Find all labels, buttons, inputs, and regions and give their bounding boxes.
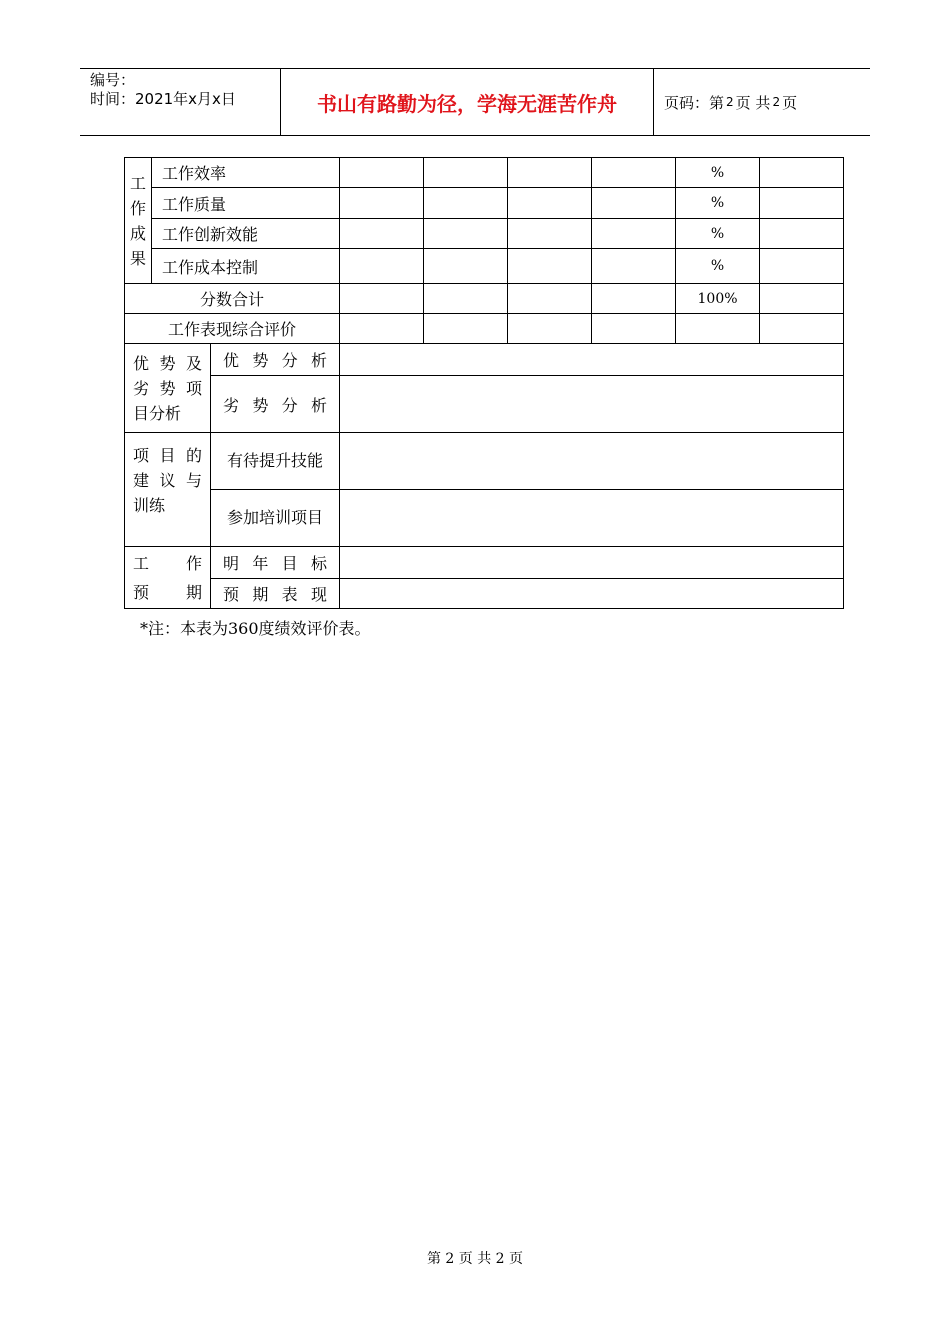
score-cell[interactable] <box>592 158 676 188</box>
weight-cell: % <box>676 158 760 188</box>
score-cell[interactable] <box>508 314 592 344</box>
score-cell[interactable] <box>424 188 508 219</box>
score-cell[interactable] <box>508 284 592 314</box>
time-label: 时间：2021年x月x日 <box>90 90 236 108</box>
score-cell[interactable] <box>760 188 844 219</box>
score-cell[interactable] <box>592 314 676 344</box>
evaluation-table <box>124 157 844 609</box>
score-cell[interactable] <box>340 219 424 249</box>
table-row <box>125 158 844 188</box>
courses-label: 参加培训项目 <box>211 490 340 547</box>
page-header <box>80 68 870 136</box>
score-cell[interactable] <box>508 219 592 249</box>
weight-cell: % <box>676 188 760 219</box>
strength-input[interactable] <box>340 344 844 376</box>
score-cell[interactable] <box>340 284 424 314</box>
row-label: 工作成本控制 <box>152 249 340 284</box>
strength-label: 优势分析 <box>211 344 340 376</box>
table-row <box>125 219 844 249</box>
score-cell[interactable] <box>340 249 424 284</box>
score-cell[interactable] <box>424 219 508 249</box>
table-row <box>125 284 844 314</box>
target-label: 明年目标 <box>211 547 340 579</box>
weight-cell: % <box>676 219 760 249</box>
table-row <box>125 376 844 433</box>
skills-input[interactable] <box>340 433 844 490</box>
skills-label: 有待提升技能 <box>211 433 340 490</box>
page-label-prefix: 页码：第 <box>664 93 725 112</box>
header-motto: 书山有路勤为径，学海无涯苦作舟 <box>281 69 654 135</box>
expectation-group-label: 工作 预期 <box>125 547 211 609</box>
page-total: 2 <box>772 95 781 109</box>
courses-input[interactable] <box>340 490 844 547</box>
score-cell[interactable] <box>508 249 592 284</box>
score-cell[interactable] <box>592 249 676 284</box>
page-label-mid: 页 共 <box>735 93 771 112</box>
overall-label: 工作表现综合评价 <box>125 314 340 344</box>
header-info <box>80 69 281 135</box>
score-cell[interactable] <box>340 314 424 344</box>
score-cell[interactable] <box>592 188 676 219</box>
performance-label: 预期表现 <box>211 579 340 609</box>
score-cell[interactable] <box>340 158 424 188</box>
swot-group-label: 优势及 劣势项 目分析 <box>125 344 211 433</box>
score-cell[interactable] <box>508 158 592 188</box>
header-page-info <box>654 69 870 135</box>
score-cell[interactable] <box>760 284 844 314</box>
weight-cell: % <box>676 249 760 284</box>
page-number: 2 <box>726 95 734 109</box>
table-row <box>125 249 844 284</box>
score-cell[interactable] <box>424 249 508 284</box>
score-cell[interactable] <box>760 219 844 249</box>
score-cell[interactable] <box>760 158 844 188</box>
page-label-suffix: 页 <box>782 93 798 112</box>
page-footer: 第 2 页 共 2 页 <box>426 1251 524 1267</box>
table-row <box>125 579 844 609</box>
work-results-group-label: 工 作 成 果 <box>125 158 152 284</box>
score-cell[interactable] <box>760 314 844 344</box>
table-row <box>125 344 844 376</box>
table-row <box>125 188 844 219</box>
target-input[interactable] <box>340 547 844 579</box>
score-cell[interactable] <box>592 219 676 249</box>
table-row <box>125 433 844 490</box>
table-note: *注：本表为360度绩效评价表。 <box>140 619 371 638</box>
score-cell[interactable] <box>592 284 676 314</box>
row-label: 工作创新效能 <box>152 219 340 249</box>
weakness-label: 劣势分析 <box>211 376 340 433</box>
score-cell[interactable] <box>508 188 592 219</box>
score-cell[interactable] <box>760 249 844 284</box>
score-cell[interactable] <box>424 314 508 344</box>
total-weight-cell: 100% <box>676 284 760 314</box>
serial-label: 编号： <box>90 71 136 89</box>
score-cell[interactable] <box>424 284 508 314</box>
score-cell[interactable] <box>340 188 424 219</box>
score-cell[interactable] <box>424 158 508 188</box>
performance-input[interactable] <box>340 579 844 609</box>
score-cell[interactable] <box>676 314 760 344</box>
table-row <box>125 547 844 579</box>
table-row <box>125 490 844 547</box>
weakness-input[interactable] <box>340 376 844 433</box>
row-label: 工作质量 <box>152 188 340 219</box>
row-label: 工作效率 <box>152 158 340 188</box>
total-label: 分数合计 <box>125 284 340 314</box>
table-row <box>125 314 844 344</box>
training-group-label: 项目的 建议与 训练 <box>125 433 211 547</box>
